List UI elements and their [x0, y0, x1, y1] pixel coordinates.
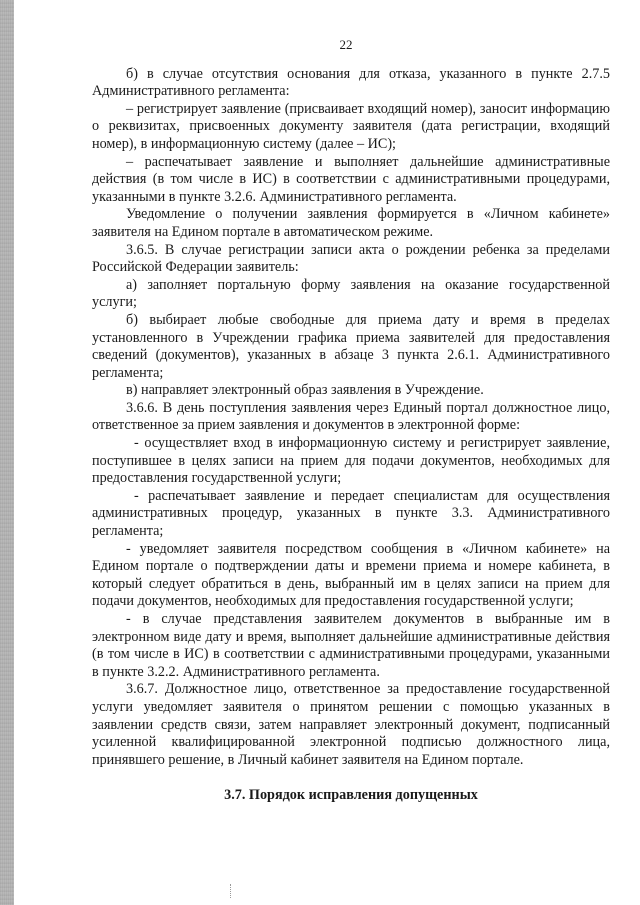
paragraph-logs-in: - осуществляет вход в информационную систему и регистрирует заявление, поступившее в целях записи на прием для подачи документов, необходимых для предоставления государственной услуги; [92, 435, 610, 487]
scan-mark [230, 884, 235, 898]
document-page [92, 36, 610, 805]
section-heading: 3.7. Порядок исправления допущенных [224, 787, 478, 804]
paragraph-v-sends: в) направляет электронный образ заявления в Учреждение. [126, 382, 484, 399]
paragraph-3-6-6: 3.6.6. В день поступления заявления через Единый портал должностное лицо, ответственное за прием заявления и документов в электронной форме: [92, 399, 610, 434]
paragraph-b-no-refusal: б) в случае отсутствия основания для отказа, указанного в пункте 2.7.5 Административного регламента: [92, 65, 610, 100]
paragraph-electronic-submission: - в случае представления заявителем документов в выбранные им в электронном виде дату и время, выполняет дальнейшие административные действия (в том числе в ИС) в соответствии с административными процедурами, указанными в пункте 3.2.2. Административного регламента. [92, 611, 610, 680]
paragraph-notifies: - уведомляет заявителя посредством сообщения в «Личном кабинете» на Едином портале о подтверждении даты и времени приема и номере кабинета, в который следует обратиться в день, выбранный им в целях записи на прием для подачи документов, необходимых для предоставления государственной услуги; [92, 540, 610, 610]
paragraph-registers: – регистрирует заявление (присваивает входящий номер), заносит информацию о реквизитах, присвоенных документу заявителя (дата регистрации, входящий номер), в информационную систему (далее – ИС); [92, 100, 610, 152]
page-number: 22 [339, 37, 353, 52]
paragraph-prints: – распечатывает заявление и выполняет дальнейшие административные действия (в том числе в ИС) в соответствии с административными процедурами, указанными в пункте 3.2.6. Административного регламента. [92, 153, 610, 205]
scan-edge [0, 0, 14, 905]
paragraph-notification: Уведомление о получении заявления формируется в «Личном кабинете» заявителя на Едином портале в автоматическом режиме. [92, 206, 610, 240]
paragraph-a-fills-form: а) заполняет портальную форму заявления на оказание государственной услуги; [92, 276, 610, 311]
paragraph-b-selects-time: б) выбирает любые свободные для приема дату и время в пределах установленного в Учреждении графика приема заявителей для предоставления сведений (документов), указанных в абзаце 3 пункта 2.6.1. Административного регламента; [92, 311, 610, 381]
paragraph-3-6-5: 3.6.5. В случае регистрации записи акта о рождении ребенка за пределами Российской Федерации заявитель: [92, 241, 610, 276]
paragraph-3-6-7: 3.6.7. Должностное лицо, ответственное за предоставление государственной услуги уведомляет заявителя о принятом решении с помощью указанных в заявлении средств связи, затем направляет электронный документ, подписанный усиленной квалифицированной электронной подписью должностного лица, принявшего решение, в Личный кабинет заявителя на Едином портале. [92, 681, 610, 768]
paragraph-prints-transfers: - распечатывает заявление и передает специалистам для осуществления административных процедур, указанных в пункте 3.3. Административного регламента; [92, 487, 610, 540]
